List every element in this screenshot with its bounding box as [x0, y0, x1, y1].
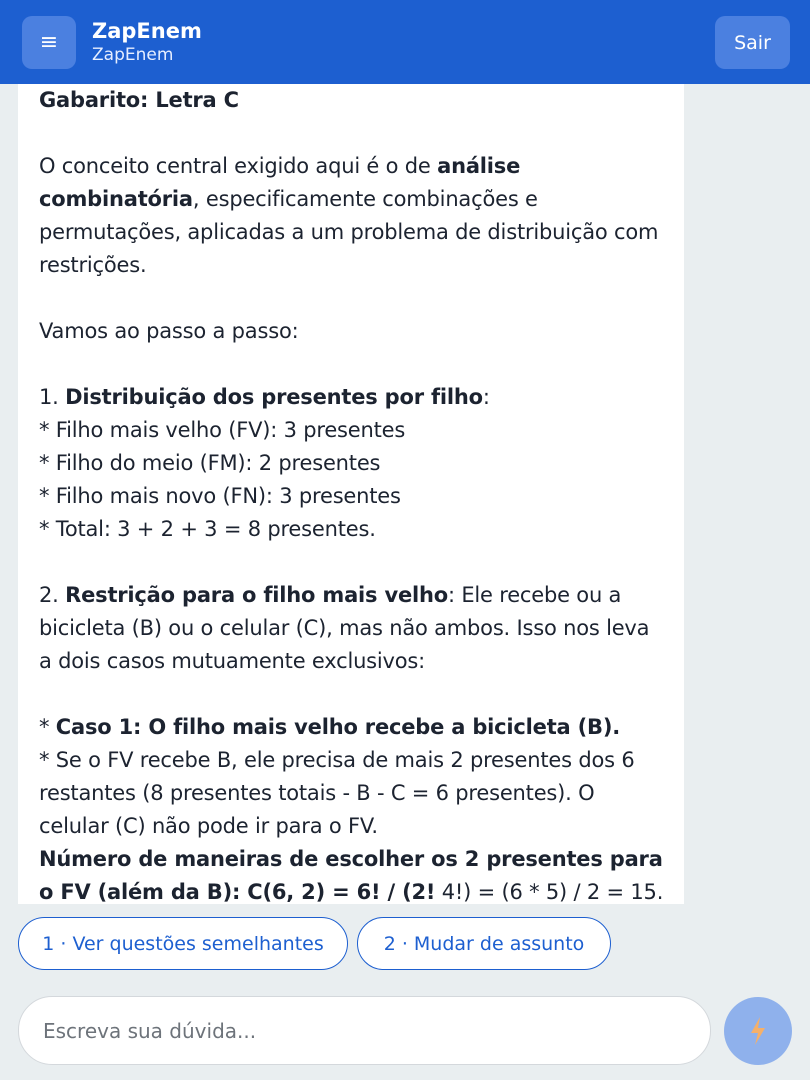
- suggestion-similar-questions[interactable]: 1 · Ver questões semelhantes: [18, 917, 348, 970]
- answer-line: Gabarito: Letra C: [39, 88, 239, 112]
- step2-paragraph: 2. Restrição para o filho mais velho: Ele recebe ou a bicicleta (B) ou o celular (C), mas não ambos. Isso nos leva a dois casos mutuamente exclusivos:: [39, 583, 650, 673]
- app-header: [0, 0, 810, 84]
- app-subtitle: ZapEnem: [92, 45, 174, 65]
- message-card: [18, 84, 684, 904]
- step1-heading: 1. Distribuição dos presentes por filho:: [39, 385, 490, 409]
- lightning-icon: [748, 1016, 768, 1046]
- list-item: * Filho mais velho (FV): 3 presentes: [39, 418, 406, 442]
- case1-heading: * Caso 1: O filho mais velho recebe a bicicleta (B).: [39, 715, 621, 739]
- list-item: * Total: 3 + 2 + 3 = 8 presentes.: [39, 517, 376, 541]
- question-input[interactable]: [43, 997, 683, 1064]
- exit-button[interactable]: Sair: [715, 16, 790, 69]
- message-composer: [18, 996, 711, 1065]
- case1-detail: * Se o FV recebe B, ele precisa de mais 2 presentes dos 6 restantes (8 presentes totais - B - C = 6 presentes). O celular (C) não pode ir para o FV.: [39, 748, 635, 838]
- app-title: ZapEnem: [92, 19, 202, 43]
- intro-paragraph: O conceito central exigido aqui é o de análise combinatória, especificamente combinações e permutações, aplicadas a um problema de distribuição com restrições.: [39, 154, 659, 277]
- step-intro: Vamos ao passo a passo:: [39, 319, 299, 343]
- suggestion-change-subject[interactable]: 2 · Mudar de assunto: [357, 917, 611, 970]
- list-item: * Filho do meio (FM): 2 presentes: [39, 451, 381, 475]
- list-item: * Filho mais novo (FN): 3 presentes: [39, 484, 401, 508]
- hamburger-icon: ≡: [39, 30, 59, 55]
- send-button[interactable]: [724, 997, 792, 1065]
- menu-button[interactable]: [22, 16, 76, 69]
- case1-calculation: Número de maneiras de escolher os 2 presentes para o FV (além da B): C(6, 2) = 6! / (2! 4!) = (6 * 5) / 2 = 15.: [39, 847, 664, 904]
- message-body: [39, 84, 664, 904]
